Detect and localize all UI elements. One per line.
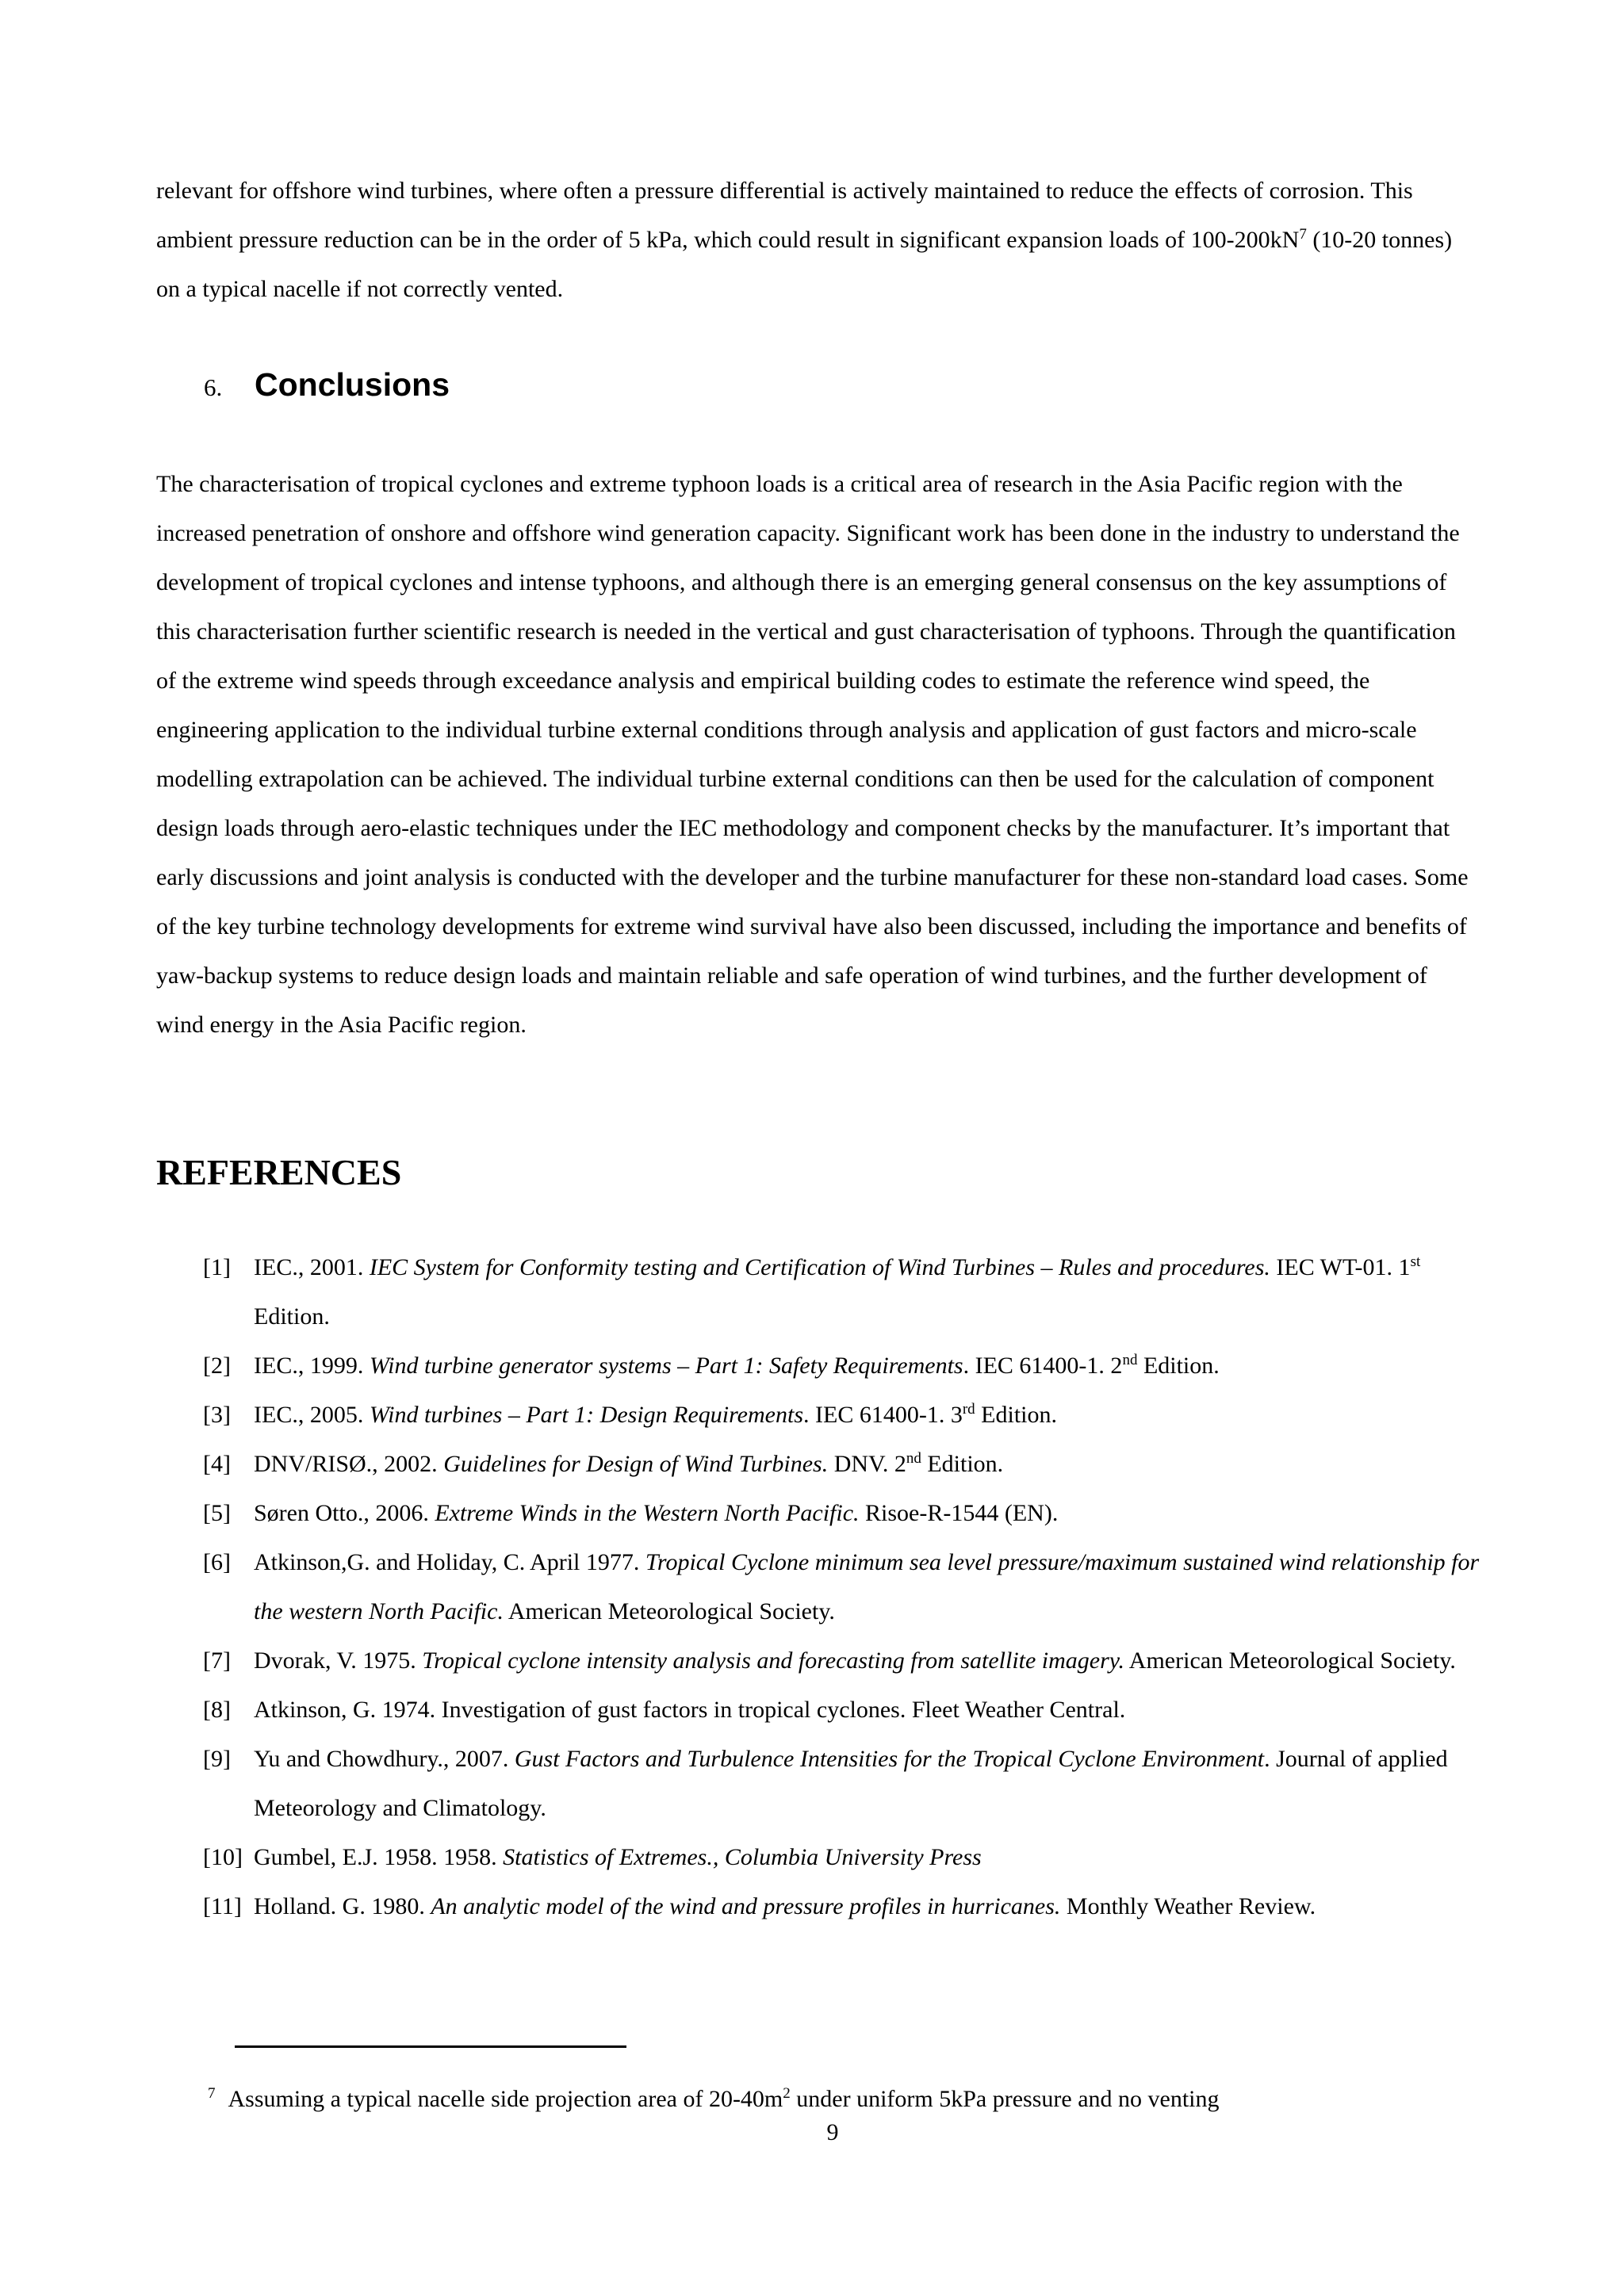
reference-text	[254, 1882, 1480, 1931]
reference-tail: Edition.	[1137, 1353, 1220, 1379]
reference-pre: Atkinson, G. 1974. Investigation of gust factors in tropical cyclones. Fleet Weather Central.	[254, 1697, 1126, 1723]
reference-number: [10]	[203, 1844, 243, 1870]
reference-text	[254, 1391, 1480, 1440]
reference-pre: Gumbel, E.J. 1958. 1958.	[254, 1844, 504, 1870]
reference-text	[254, 1440, 1480, 1489]
footnote-mark: 7	[208, 2085, 216, 2102]
reference-pre: IEC., 2005.	[254, 1402, 370, 1428]
reference-number: [9]	[203, 1746, 231, 1772]
reference-post: Monthly Weather Review.	[1060, 1893, 1316, 1919]
references-heading: REFERENCES	[156, 1152, 402, 1192]
reference-number: [5]	[203, 1500, 231, 1526]
reference-pre: Yu and Chowdhury., 2007.	[254, 1746, 515, 1772]
reference-number: [8]	[203, 1697, 231, 1723]
reference-pre: Dvorak, V. 1975.	[254, 1647, 423, 1674]
reference-post: . IEC 61400-1. 3	[803, 1402, 963, 1428]
reference-title: Tropical cyclone intensity analysis and forecasting from satellite imagery.	[422, 1647, 1124, 1674]
footnote-separator	[235, 2045, 626, 2048]
page-number: 9	[826, 2119, 839, 2145]
reference-title: Gust Factors and Turbulence Intensities for the Tropical Cyclone Environment	[514, 1746, 1265, 1772]
reference-text	[254, 1341, 1480, 1391]
reference-tail: Edition.	[254, 1303, 330, 1330]
reference-post: American Meteorological Society.	[503, 1598, 835, 1624]
reference-title: Wind turbine generator systems – Part 1: Safety Requirements	[369, 1353, 963, 1379]
reference-title: Wind turbines – Part 1: Design Requirements	[369, 1402, 803, 1428]
reference-item	[203, 1489, 1480, 1538]
reference-tail: Edition.	[975, 1402, 1057, 1428]
reference-number: [1]	[203, 1254, 231, 1280]
reference-number: [6]	[203, 1549, 231, 1575]
reference-title: IEC System for Conformity testing and Certification of Wind Turbines – Rules and procedures.	[369, 1254, 1270, 1280]
footnote-text-1: Assuming a typical nacelle side projection area of 20-40m	[228, 2086, 783, 2112]
reference-item	[203, 1341, 1480, 1391]
reference-title: Guidelines for Design of Wind Turbines.	[443, 1451, 829, 1477]
reference-item	[203, 1735, 1480, 1833]
reference-sup: nd	[906, 1450, 921, 1467]
reference-sup: rd	[962, 1401, 975, 1418]
conclusions-paragraph: The characterisation of tropical cyclones and extreme typhoon loads is a critical area of research in the Asia Pacific region with the increased penetration of onshore and offshore wind generation capacity. Significant work has been done in the industry to understand the development of tropical cyclones and intense typhoons, and although there is an emerging general consensus on the key assumptions of this characterisation further scientific research is needed in the vertical and gust characterisation of typhoons. Through the quantification of the extreme wind speeds through exceedance analysis and empirical building codes to estimate the reference wind speed, the engineering application to the individual turbine external conditions through analysis and application of gust factors and micro-scale modelling extrapolation can be achieved. The individual turbine external conditions can then be used for the calculation of component design loads through aero-elastic techniques under the IEC methodology and component checks by the manufacturer. It’s important that early discussions and joint analysis is conducted with the developer and the turbine manufacturer for these non-standard load cases. Some of the key turbine technology developments for extreme wind survival have also been discussed, including the importance and benefits of yaw-backup systems to reduce design loads and maintain reliable and safe operation of wind turbines, and the further development of wind energy in the Asia Pacific region.	[156, 471, 1469, 1038]
reference-sup: nd	[1122, 1352, 1138, 1368]
section-heading	[204, 366, 450, 404]
reference-pre: Atkinson,G. and Holiday, C. April 1977.	[254, 1549, 645, 1575]
reference-item	[203, 1440, 1480, 1489]
reference-tail: Edition.	[921, 1451, 1004, 1477]
reference-text	[254, 1735, 1480, 1833]
reference-text	[254, 1833, 1480, 1882]
reference-number: [11]	[203, 1893, 242, 1919]
reference-post: Risoe-R-1544 (EN).	[859, 1500, 1059, 1526]
reference-pre: DNV/RISØ., 2002.	[254, 1451, 444, 1477]
section-title: Conclusions	[255, 366, 450, 403]
reference-title: Statistics of Extremes., Columbia University Press	[503, 1844, 982, 1870]
reference-item	[203, 1538, 1480, 1636]
reference-item	[203, 1882, 1480, 1931]
reference-number: [4]	[203, 1451, 231, 1477]
reference-sup: st	[1410, 1253, 1421, 1270]
reference-pre: IEC., 2001.	[254, 1254, 370, 1280]
reference-text	[254, 1243, 1480, 1341]
reference-title: An analytic model of the wind and pressure profiles in hurricanes.	[431, 1893, 1061, 1919]
reference-text	[254, 1686, 1480, 1735]
footnote-superscript: 2	[783, 2085, 791, 2102]
reference-text	[254, 1538, 1480, 1636]
reference-item	[203, 1636, 1480, 1686]
reference-post: . Journal of applied Meteorology and Climatology.	[254, 1746, 1448, 1821]
intro-text-1: relevant for offshore wind turbines, where often a pressure differential is actively maintained to reduce the effects of corrosion. This ambient pressure reduction can be in the order of 5 kPa, which could result in significant expansion loads of 100-200kN	[156, 178, 1413, 253]
intro-paragraph	[156, 166, 1480, 314]
reference-post: American Meteorological Society.	[1124, 1647, 1456, 1674]
reference-text	[254, 1489, 1480, 1538]
reference-post: DNV. 2	[828, 1451, 906, 1477]
reference-pre: Holland. G. 1980.	[254, 1893, 431, 1919]
intro-text-2: (10-20 tonnes) on a typical nacelle if not correctly vented.	[156, 227, 1453, 302]
reference-item	[203, 1686, 1480, 1735]
reference-number: [7]	[203, 1647, 231, 1674]
section-number: 6.	[204, 373, 223, 401]
footnote	[208, 2084, 1220, 2115]
reference-pre: IEC., 1999.	[254, 1353, 370, 1379]
reference-text	[254, 1636, 1480, 1686]
reference-item	[203, 1243, 1480, 1341]
reference-item	[203, 1391, 1480, 1440]
reference-post: . IEC 61400-1. 2	[963, 1353, 1123, 1379]
reference-number: [3]	[203, 1402, 231, 1428]
reference-title: Tropical Cyclone minimum sea level pressure/maximum sustained wind relationship for the western North Pacific.	[254, 1549, 1480, 1624]
reference-title: Extreme Winds in the Western North Pacific.	[435, 1500, 860, 1526]
reference-item	[203, 1833, 1480, 1882]
reference-post: IEC WT-01. 1	[1270, 1254, 1411, 1280]
reference-pre: Søren Otto., 2006.	[254, 1500, 435, 1526]
reference-number: [2]	[203, 1353, 231, 1379]
reference-list	[203, 1243, 1480, 1931]
footnote-reference[interactable]: 7	[1299, 226, 1307, 243]
footnote-text-2: under uniform 5kPa pressure and no venting	[790, 2086, 1220, 2112]
